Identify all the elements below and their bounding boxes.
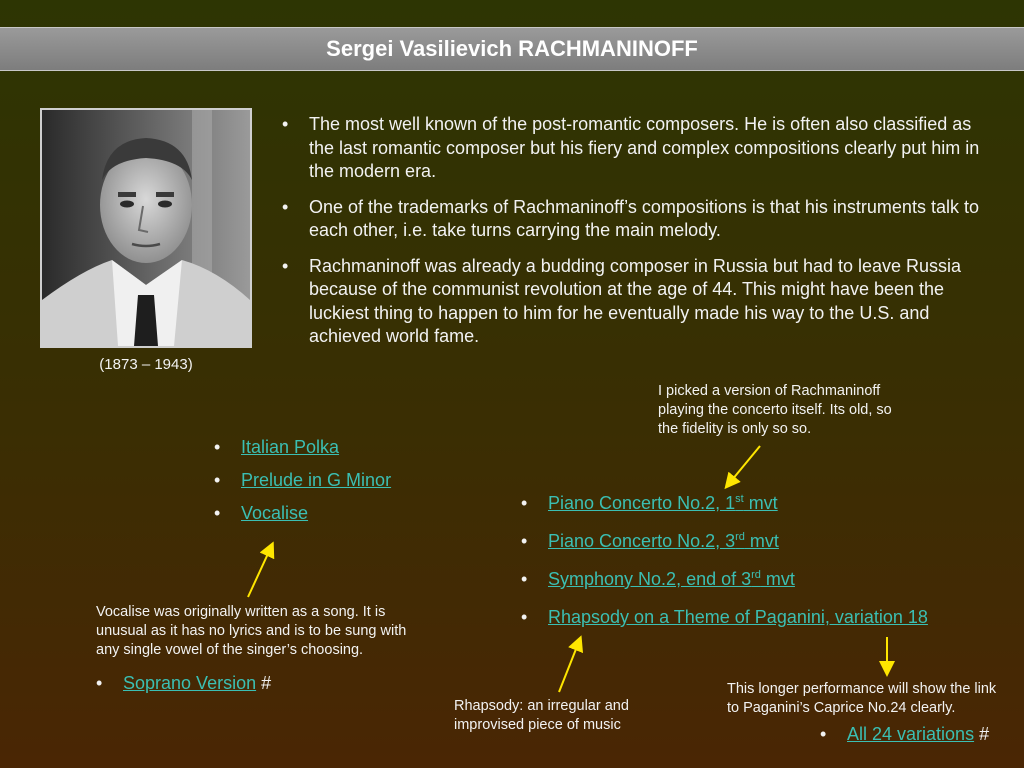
concerto-3rd-mvt-link[interactable]: Piano Concerto No.2, 3rd mvt: [548, 531, 779, 551]
vocalise-note: Vocalise was originally written as a song. It is unusual as it has no lyrics and is to be sung with any single vowel of the singer’s choosing.: [96, 604, 407, 658]
all-24-variations-link[interactable]: All 24 variations: [847, 724, 975, 744]
bullet-item: • Rachmaninoff was already a budding composer in Russia but had to leave Russia because of the communist revolution at the age of 44. This might have been the luckiest thing to happen to him for he eventually made his way to the U.S. and achieved world fame.: [282, 255, 982, 349]
italian-polka-link[interactable]: Italian Polka: [241, 437, 340, 457]
paganini-note: This longer performance will show the link to Paganini’s Caprice No.24 clearly.: [727, 681, 997, 716]
concerto-1st-mvt-link[interactable]: Piano Concerto No.2, 1st mvt: [548, 493, 778, 513]
bullet-item: • The most well known of the post-romantic composers. He is often also classified as the last romantic composer but his fiery and complex compositions clearly put him in the modern era.: [282, 113, 982, 184]
all-variations-hash: #: [974, 724, 990, 744]
bullet-item: • One of the trademarks of Rachmaninoff’s compositions is that his instruments talk to each other, i.e. take turns carrying the main melody.: [282, 196, 982, 243]
portrait-caption: (1873 – 1943): [99, 356, 193, 373]
soprano-hash: #: [256, 673, 272, 693]
rhapsody-arrow: [559, 639, 580, 692]
vocalise-arrow: [248, 545, 272, 597]
rhapsody-note: Rhapsody: an irregular and improvised piece of music: [454, 698, 629, 733]
concerto-note: I picked a version of Rachmaninoff playing the concerto itself. Its old, so the fidelity is only so so.: [658, 383, 892, 437]
vocalise-link[interactable]: Vocalise: [241, 503, 309, 523]
symphony-2-link[interactable]: Symphony No.2, end of 3rd mvt: [548, 569, 795, 589]
rhapsody-variation-18-link[interactable]: Rhapsody on a Theme of Paganini, variation 18: [548, 607, 928, 627]
soprano-version-link[interactable]: Soprano Version: [123, 673, 257, 693]
concerto-arrow: [727, 446, 760, 486]
prelude-g-minor-link[interactable]: Prelude in G Minor: [241, 470, 392, 490]
slide-title: Sergei Vasilievich RACHMANINOFF: [326, 36, 698, 61]
